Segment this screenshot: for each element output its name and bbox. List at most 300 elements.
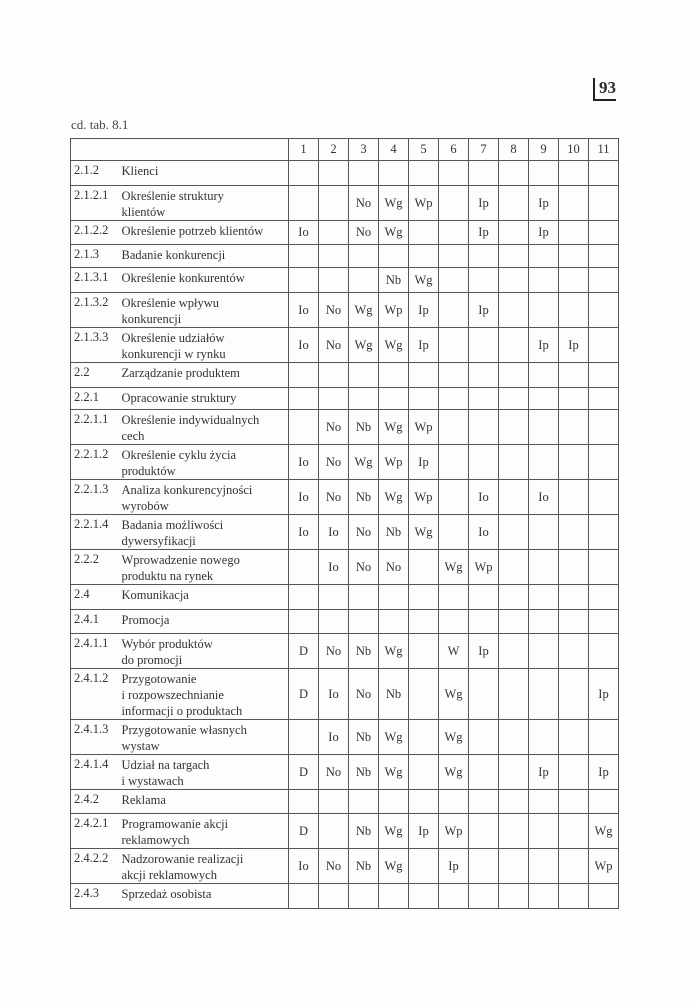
row-code: 2.1.2.2 xyxy=(71,221,119,245)
role-cell-col-9 xyxy=(529,410,559,445)
role-cell-col-11 xyxy=(589,585,619,610)
role-cell-col-10 xyxy=(559,585,589,610)
role-cell-col-7 xyxy=(469,245,499,268)
role-cell-col-3: Nb xyxy=(349,480,379,515)
row-code: 2.2.1.3 xyxy=(71,480,119,515)
row-code: 2.2 xyxy=(71,363,119,388)
role-cell-col-6 xyxy=(439,388,469,410)
role-cell-col-5 xyxy=(409,161,439,186)
row-name-line: Określenie cyklu życia xyxy=(121,448,237,462)
table-row xyxy=(71,849,619,884)
role-cell-col-11: Wg xyxy=(589,814,619,849)
table-row xyxy=(71,814,619,849)
role-cell-col-10 xyxy=(559,814,589,849)
role-cell-col-1 xyxy=(289,186,319,221)
role-cell-col-4: Wg xyxy=(379,814,409,849)
row-name xyxy=(119,669,289,720)
row-name xyxy=(119,388,289,410)
role-cell-col-3: Nb xyxy=(349,849,379,884)
role-cell-col-7: Ip xyxy=(469,293,499,328)
role-cell-col-9 xyxy=(529,388,559,410)
role-cell-col-11 xyxy=(589,610,619,634)
role-cell-col-9 xyxy=(529,849,559,884)
role-cell-col-6 xyxy=(439,790,469,814)
role-cell-col-11 xyxy=(589,884,619,909)
row-name-line: Wprowadzenie nowego xyxy=(121,553,240,567)
row-code: 2.4.2.1 xyxy=(71,814,119,849)
row-name-line: Badanie konkurencji xyxy=(121,248,226,262)
role-cell-col-5 xyxy=(409,363,439,388)
role-cell-col-5: Wg xyxy=(409,515,439,550)
role-cell-col-1: D xyxy=(289,755,319,790)
role-cell-col-5: Wp xyxy=(409,410,439,445)
role-cell-col-9 xyxy=(529,268,559,293)
role-cell-col-11 xyxy=(589,720,619,755)
role-cell-col-9 xyxy=(529,585,559,610)
role-cell-col-5: Wp xyxy=(409,480,439,515)
table-row xyxy=(71,445,619,480)
role-cell-col-8 xyxy=(499,814,529,849)
role-cell-col-5: Wg xyxy=(409,268,439,293)
table-row xyxy=(71,161,619,186)
role-cell-col-9: Ip xyxy=(529,221,559,245)
table-row xyxy=(71,610,619,634)
role-cell-col-9: Io xyxy=(529,480,559,515)
row-name-line: wyrobów xyxy=(121,499,169,513)
role-cell-col-10 xyxy=(559,755,589,790)
role-cell-col-2 xyxy=(319,245,349,268)
column-header: 5 xyxy=(409,139,439,161)
role-cell-col-5 xyxy=(409,634,439,669)
role-cell-col-4: Wg xyxy=(379,849,409,884)
role-cell-col-11 xyxy=(589,161,619,186)
row-name-line: Określenie indywidualnych xyxy=(121,413,260,427)
row-name-line: do promocji xyxy=(121,653,183,667)
role-cell-col-2: No xyxy=(319,849,349,884)
row-name xyxy=(119,790,289,814)
row-name xyxy=(119,720,289,755)
role-cell-col-10 xyxy=(559,634,589,669)
role-cell-col-5: Ip xyxy=(409,328,439,363)
role-cell-col-4 xyxy=(379,161,409,186)
row-name xyxy=(119,161,289,186)
role-cell-col-11 xyxy=(589,388,619,410)
role-cell-col-7 xyxy=(469,814,499,849)
row-name-line: Badania możliwości xyxy=(121,518,224,532)
role-cell-col-4: Nb xyxy=(379,268,409,293)
row-code: 2.4 xyxy=(71,585,119,610)
role-cell-col-4 xyxy=(379,585,409,610)
role-cell-col-7: Ip xyxy=(469,221,499,245)
role-cell-col-7 xyxy=(469,445,499,480)
role-cell-col-1: D xyxy=(289,669,319,720)
role-cell-col-2 xyxy=(319,585,349,610)
table-row xyxy=(71,293,619,328)
role-cell-col-8 xyxy=(499,755,529,790)
row-name-line: Określenie potrzeb klientów xyxy=(121,224,264,238)
header-code-cell xyxy=(71,139,119,161)
table-row xyxy=(71,363,619,388)
row-code: 2.4.1.4 xyxy=(71,755,119,790)
role-cell-col-1 xyxy=(289,388,319,410)
role-cell-col-1: Io xyxy=(289,221,319,245)
role-cell-col-1 xyxy=(289,720,319,755)
role-cell-col-10 xyxy=(559,268,589,293)
role-cell-col-4: Wp xyxy=(379,445,409,480)
role-cell-col-8 xyxy=(499,221,529,245)
role-cell-col-9 xyxy=(529,363,559,388)
row-name xyxy=(119,550,289,585)
row-code: 2.1.2.1 xyxy=(71,186,119,221)
column-header: 7 xyxy=(469,139,499,161)
role-cell-col-3 xyxy=(349,388,379,410)
row-name xyxy=(119,186,289,221)
role-cell-col-11 xyxy=(589,363,619,388)
row-name-line: akcji reklamowych xyxy=(121,868,217,882)
role-cell-col-9 xyxy=(529,445,559,480)
role-cell-col-2: No xyxy=(319,480,349,515)
role-cell-col-2 xyxy=(319,186,349,221)
row-name-line: Zarządzanie produktem xyxy=(121,366,240,380)
role-cell-col-5 xyxy=(409,755,439,790)
role-cell-col-7 xyxy=(469,884,499,909)
row-name-line: i rozpowszechnianie xyxy=(121,688,224,702)
role-cell-col-10 xyxy=(559,186,589,221)
role-cell-col-5 xyxy=(409,849,439,884)
role-cell-col-10 xyxy=(559,669,589,720)
role-cell-col-6: Wg xyxy=(439,755,469,790)
row-name xyxy=(119,634,289,669)
row-name-line: konkurencji xyxy=(121,312,182,326)
role-cell-col-2: No xyxy=(319,755,349,790)
role-cell-col-10 xyxy=(559,161,589,186)
role-cell-col-1 xyxy=(289,550,319,585)
role-cell-col-6 xyxy=(439,328,469,363)
row-name xyxy=(119,293,289,328)
row-code: 2.4.1.2 xyxy=(71,669,119,720)
row-code: 2.4.2.2 xyxy=(71,849,119,884)
role-cell-col-3: Nb xyxy=(349,410,379,445)
role-cell-col-9 xyxy=(529,669,559,720)
role-cell-col-7 xyxy=(469,720,499,755)
table-header-row xyxy=(71,139,619,161)
role-cell-col-4: Nb xyxy=(379,515,409,550)
role-cell-col-3 xyxy=(349,363,379,388)
role-cell-col-2 xyxy=(319,610,349,634)
role-cell-col-8 xyxy=(499,669,529,720)
role-cell-col-2 xyxy=(319,790,349,814)
role-cell-col-5 xyxy=(409,221,439,245)
role-cell-col-6: W xyxy=(439,634,469,669)
role-cell-col-2: No xyxy=(319,634,349,669)
role-cell-col-1 xyxy=(289,585,319,610)
table-row xyxy=(71,634,619,669)
row-code: 2.1.3.3 xyxy=(71,328,119,363)
role-cell-col-10 xyxy=(559,363,589,388)
role-cell-col-6 xyxy=(439,363,469,388)
role-cell-col-9 xyxy=(529,814,559,849)
role-cell-col-7 xyxy=(469,755,499,790)
row-name-line: klientów xyxy=(121,205,166,219)
role-cell-col-11 xyxy=(589,634,619,669)
role-cell-col-6 xyxy=(439,186,469,221)
role-cell-col-6 xyxy=(439,410,469,445)
responsibility-table xyxy=(70,138,619,909)
column-header: 1 xyxy=(289,139,319,161)
role-cell-col-5: Ip xyxy=(409,445,439,480)
role-cell-col-1 xyxy=(289,245,319,268)
row-name-line: Wybór produktów xyxy=(121,637,213,651)
role-cell-col-4: Wg xyxy=(379,328,409,363)
row-name-line: Określenie wpływu xyxy=(121,296,220,310)
role-cell-col-7: Ip xyxy=(469,186,499,221)
role-cell-col-6 xyxy=(439,585,469,610)
role-cell-col-10 xyxy=(559,445,589,480)
row-name xyxy=(119,849,289,884)
role-cell-col-11 xyxy=(589,328,619,363)
role-cell-col-5 xyxy=(409,720,439,755)
role-cell-col-10 xyxy=(559,410,589,445)
row-code: 2.2.1 xyxy=(71,388,119,410)
role-cell-col-1: Io xyxy=(289,515,319,550)
role-cell-col-3 xyxy=(349,884,379,909)
role-cell-col-8 xyxy=(499,585,529,610)
role-cell-col-10 xyxy=(559,790,589,814)
role-cell-col-2 xyxy=(319,814,349,849)
column-header: 10 xyxy=(559,139,589,161)
row-name xyxy=(119,445,289,480)
role-cell-col-5 xyxy=(409,245,439,268)
role-cell-col-10 xyxy=(559,293,589,328)
role-cell-col-9 xyxy=(529,610,559,634)
role-cell-col-1: Io xyxy=(289,480,319,515)
role-cell-col-7 xyxy=(469,849,499,884)
role-cell-col-5: Ip xyxy=(409,293,439,328)
row-name xyxy=(119,221,289,245)
role-cell-col-2: No xyxy=(319,328,349,363)
role-cell-col-10 xyxy=(559,480,589,515)
role-cell-col-1: Io xyxy=(289,328,319,363)
row-name-line: Określenie konkurentów xyxy=(121,271,245,285)
row-name-line: Reklama xyxy=(121,793,166,807)
role-cell-col-11 xyxy=(589,550,619,585)
table-row xyxy=(71,410,619,445)
column-header: 4 xyxy=(379,139,409,161)
role-cell-col-10 xyxy=(559,388,589,410)
role-cell-col-3: No xyxy=(349,515,379,550)
role-cell-col-11: Ip xyxy=(589,669,619,720)
role-cell-col-7 xyxy=(469,161,499,186)
role-cell-col-3 xyxy=(349,585,379,610)
role-cell-col-9 xyxy=(529,884,559,909)
role-cell-col-4: Wp xyxy=(379,293,409,328)
role-cell-col-5 xyxy=(409,550,439,585)
role-cell-col-8 xyxy=(499,884,529,909)
row-name-line: Określenie udziałów xyxy=(121,331,225,345)
role-cell-col-11 xyxy=(589,245,619,268)
table-row xyxy=(71,221,619,245)
role-cell-col-8 xyxy=(499,161,529,186)
role-cell-col-4: Wg xyxy=(379,634,409,669)
row-code: 2.4.1 xyxy=(71,610,119,634)
row-name-line: dywersyfikacji xyxy=(121,534,196,548)
role-cell-col-7: Io xyxy=(469,515,499,550)
role-cell-col-6 xyxy=(439,268,469,293)
role-cell-col-3: Wg xyxy=(349,445,379,480)
row-name xyxy=(119,755,289,790)
role-cell-col-5 xyxy=(409,884,439,909)
role-cell-col-9: Ip xyxy=(529,328,559,363)
row-name-line: produktów xyxy=(121,464,176,478)
role-cell-col-6: Ip xyxy=(439,849,469,884)
role-cell-col-4: Wg xyxy=(379,755,409,790)
role-cell-col-11 xyxy=(589,790,619,814)
role-cell-col-1: D xyxy=(289,634,319,669)
role-cell-col-8 xyxy=(499,515,529,550)
role-cell-col-11 xyxy=(589,221,619,245)
column-header: 8 xyxy=(499,139,529,161)
row-name xyxy=(119,884,289,909)
role-cell-col-9 xyxy=(529,161,559,186)
table-row xyxy=(71,245,619,268)
row-name xyxy=(119,410,289,445)
role-cell-col-6: Wg xyxy=(439,550,469,585)
row-code: 2.4.1.3 xyxy=(71,720,119,755)
column-header: 11 xyxy=(589,139,619,161)
row-name xyxy=(119,245,289,268)
role-cell-col-1: D xyxy=(289,814,319,849)
role-cell-col-7 xyxy=(469,388,499,410)
role-cell-col-3: Nb xyxy=(349,814,379,849)
header-name-cell xyxy=(119,139,289,161)
row-name-line: reklamowych xyxy=(121,833,190,847)
row-name-line: Komunikacja xyxy=(121,588,189,602)
role-cell-col-11 xyxy=(589,186,619,221)
table-row xyxy=(71,790,619,814)
row-name-line: Określenie struktury xyxy=(121,189,224,203)
role-cell-col-6 xyxy=(439,884,469,909)
role-cell-col-3: No xyxy=(349,186,379,221)
role-cell-col-11 xyxy=(589,293,619,328)
role-cell-col-4: No xyxy=(379,550,409,585)
row-name-line: cech xyxy=(121,429,145,443)
row-code: 2.1.2 xyxy=(71,161,119,186)
row-name-line: Analiza konkurencyjności xyxy=(121,483,253,497)
role-cell-col-2 xyxy=(319,161,349,186)
role-cell-col-11 xyxy=(589,268,619,293)
role-cell-col-9 xyxy=(529,293,559,328)
role-cell-col-7 xyxy=(469,410,499,445)
role-cell-col-5 xyxy=(409,669,439,720)
role-cell-col-9: Ip xyxy=(529,186,559,221)
role-cell-col-4 xyxy=(379,790,409,814)
column-header: 3 xyxy=(349,139,379,161)
role-cell-col-5: Wp xyxy=(409,186,439,221)
role-cell-col-6 xyxy=(439,480,469,515)
role-cell-col-10 xyxy=(559,245,589,268)
role-cell-col-3 xyxy=(349,790,379,814)
role-cell-col-9: Ip xyxy=(529,755,559,790)
role-cell-col-7 xyxy=(469,669,499,720)
role-cell-col-3 xyxy=(349,245,379,268)
role-cell-col-4 xyxy=(379,245,409,268)
role-cell-col-2 xyxy=(319,884,349,909)
row-name xyxy=(119,268,289,293)
role-cell-col-6 xyxy=(439,245,469,268)
role-cell-col-4 xyxy=(379,363,409,388)
role-cell-col-6: Wg xyxy=(439,720,469,755)
row-name-line: i wystawach xyxy=(121,774,184,788)
role-cell-col-7 xyxy=(469,585,499,610)
role-cell-col-6 xyxy=(439,515,469,550)
table-row xyxy=(71,585,619,610)
row-name-line: Opracowanie struktury xyxy=(121,391,237,405)
role-cell-col-9 xyxy=(529,790,559,814)
role-cell-col-5 xyxy=(409,610,439,634)
role-cell-col-3: No xyxy=(349,550,379,585)
role-cell-col-3 xyxy=(349,610,379,634)
role-cell-col-4 xyxy=(379,884,409,909)
row-code: 2.2.1.4 xyxy=(71,515,119,550)
table-row xyxy=(71,515,619,550)
row-name xyxy=(119,328,289,363)
role-cell-col-3: No xyxy=(349,221,379,245)
role-cell-col-2: No xyxy=(319,410,349,445)
role-cell-col-6: Wp xyxy=(439,814,469,849)
role-cell-col-8 xyxy=(499,410,529,445)
role-cell-col-4: Wg xyxy=(379,221,409,245)
row-name-line: Promocja xyxy=(121,613,170,627)
role-cell-col-10 xyxy=(559,515,589,550)
role-cell-col-11 xyxy=(589,410,619,445)
table-row xyxy=(71,328,619,363)
role-cell-col-7: Io xyxy=(469,480,499,515)
row-name-line: Przygotowanie xyxy=(121,672,197,686)
role-cell-col-10 xyxy=(559,849,589,884)
role-cell-col-1 xyxy=(289,161,319,186)
role-cell-col-7 xyxy=(469,268,499,293)
row-name-line: Nadzorowanie realizacji xyxy=(121,852,244,866)
role-cell-col-5 xyxy=(409,585,439,610)
row-code: 2.1.3.2 xyxy=(71,293,119,328)
row-name-line: Przygotowanie własnych xyxy=(121,723,247,737)
role-cell-col-7: Wp xyxy=(469,550,499,585)
role-cell-col-11: Wp xyxy=(589,849,619,884)
role-cell-col-1 xyxy=(289,363,319,388)
role-cell-col-4 xyxy=(379,610,409,634)
role-cell-col-1 xyxy=(289,410,319,445)
role-cell-col-2: Io xyxy=(319,669,349,720)
table-row xyxy=(71,388,619,410)
role-cell-col-8 xyxy=(499,186,529,221)
role-cell-col-2 xyxy=(319,221,349,245)
row-code: 2.2.1.1 xyxy=(71,410,119,445)
row-code: 2.2.1.2 xyxy=(71,445,119,480)
role-cell-col-10: Ip xyxy=(559,328,589,363)
role-cell-col-4: Wg xyxy=(379,186,409,221)
role-cell-col-7 xyxy=(469,610,499,634)
role-cell-col-3: Nb xyxy=(349,634,379,669)
role-cell-col-3: Wg xyxy=(349,328,379,363)
role-cell-col-8 xyxy=(499,293,529,328)
role-cell-col-5: Ip xyxy=(409,814,439,849)
table-row xyxy=(71,884,619,909)
row-name xyxy=(119,585,289,610)
role-cell-col-11 xyxy=(589,445,619,480)
role-cell-col-9 xyxy=(529,515,559,550)
role-cell-col-3: Nb xyxy=(349,720,379,755)
role-cell-col-5 xyxy=(409,790,439,814)
